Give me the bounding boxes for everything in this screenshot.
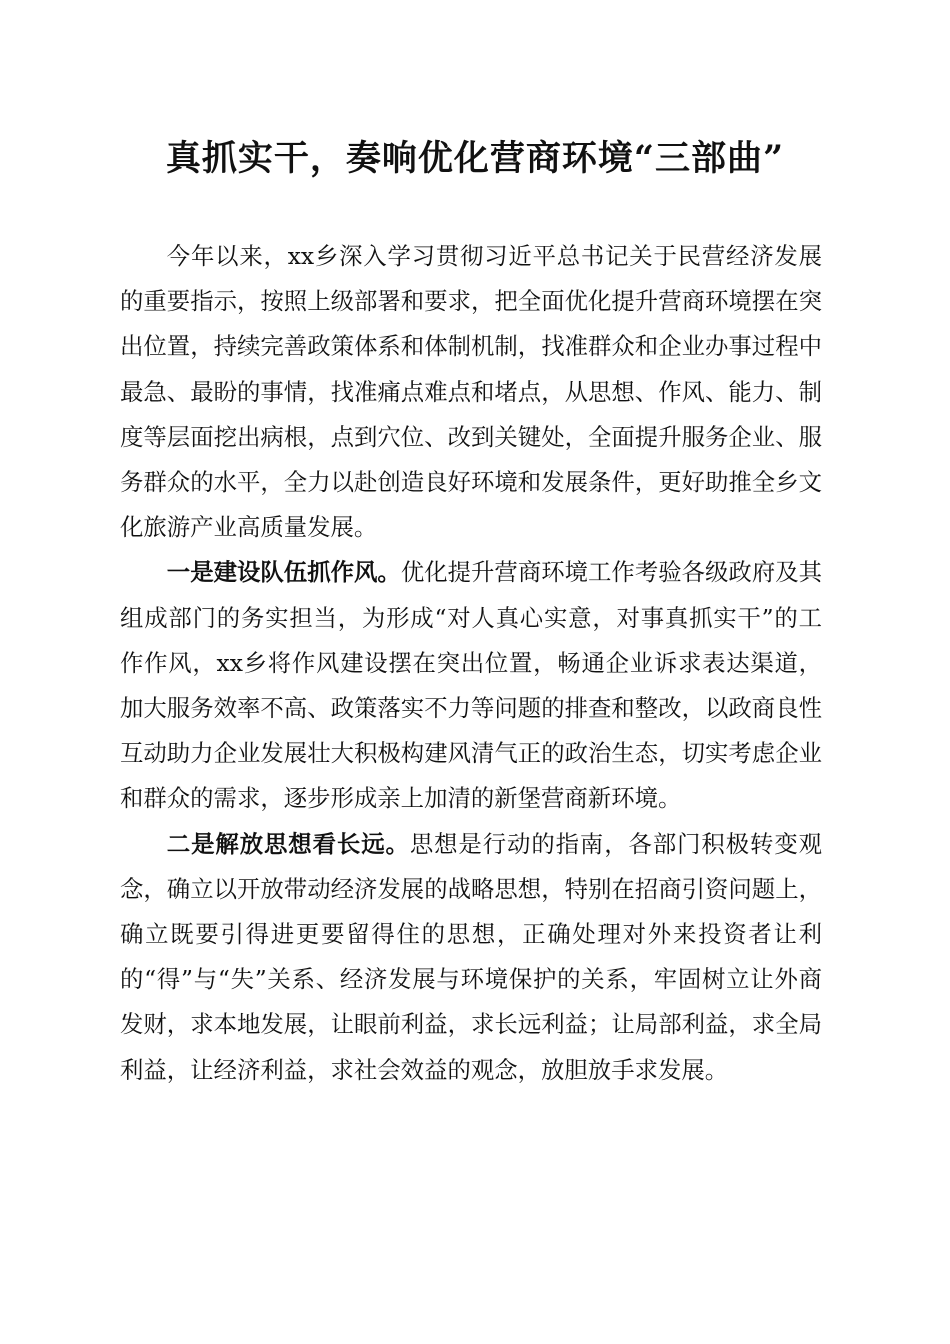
paragraph-text: 优化提升营商环境工作考验各级政府及其组成部门的务实担当，为形成“对人真心实意，对事真抓实干”的工作作风，xx乡将作风建设摆在突出位置，畅通企业诉求表达渠道，加大服务效率不高、政策落实不力等问题的排查和整改，以政商良性互动助力企业发展壮大积极构建风清气正的政治生态，切实考虑企业和群众的需求，逐步形成亲上加清的新堡营商新环境。 bbox=[120, 558, 823, 813]
paragraph-text: 今年以来，xx乡深入学习贯彻习近平总书记关于民营经济发展的重要指示，按照上级部署和要求，把全面优化提升营商环境摆在突出位置，持续完善政策体系和体制机制，找准群众和企业办事过程中最急、最盼的事情，找准痛点难点和堵点，从思想、作风、能力、制度等层面挖出病根，点到穴位、改到关键处，全面提升服务企业、服务群众的水平，全力以赴创造良好环境和发展条件，更好助推全乡文化旅游产业高质量发展。 bbox=[120, 242, 822, 542]
paragraph-intro bbox=[120, 234, 822, 550]
paragraph-point-two bbox=[120, 822, 822, 1093]
document-title: 真抓实干，奏响优化营商环境“三部曲” bbox=[165, 138, 785, 179]
document-body bbox=[120, 234, 822, 1093]
paragraph-text: 思想是行动的指南，各部门积极转变观念，确立以开放带动经济发展的战略思想，特别在招商引资问题上，确立既要引得进更要留得住的思想，正确处理对外来投资者让利的“得”与“失”关系、经济发展与环境保护的关系，牢固树立让外商发财，求本地发展，让眼前利益，求长远利益；让局部利益，求全局利益，让经济利益，求社会效益的观念，放胆放手求发展。 bbox=[120, 829, 823, 1084]
paragraph-point-one bbox=[120, 550, 822, 821]
paragraph-lead: 二是解放思想看长远。 bbox=[166, 829, 410, 858]
paragraph-lead: 一是建设队伍抓作风。 bbox=[166, 558, 401, 587]
